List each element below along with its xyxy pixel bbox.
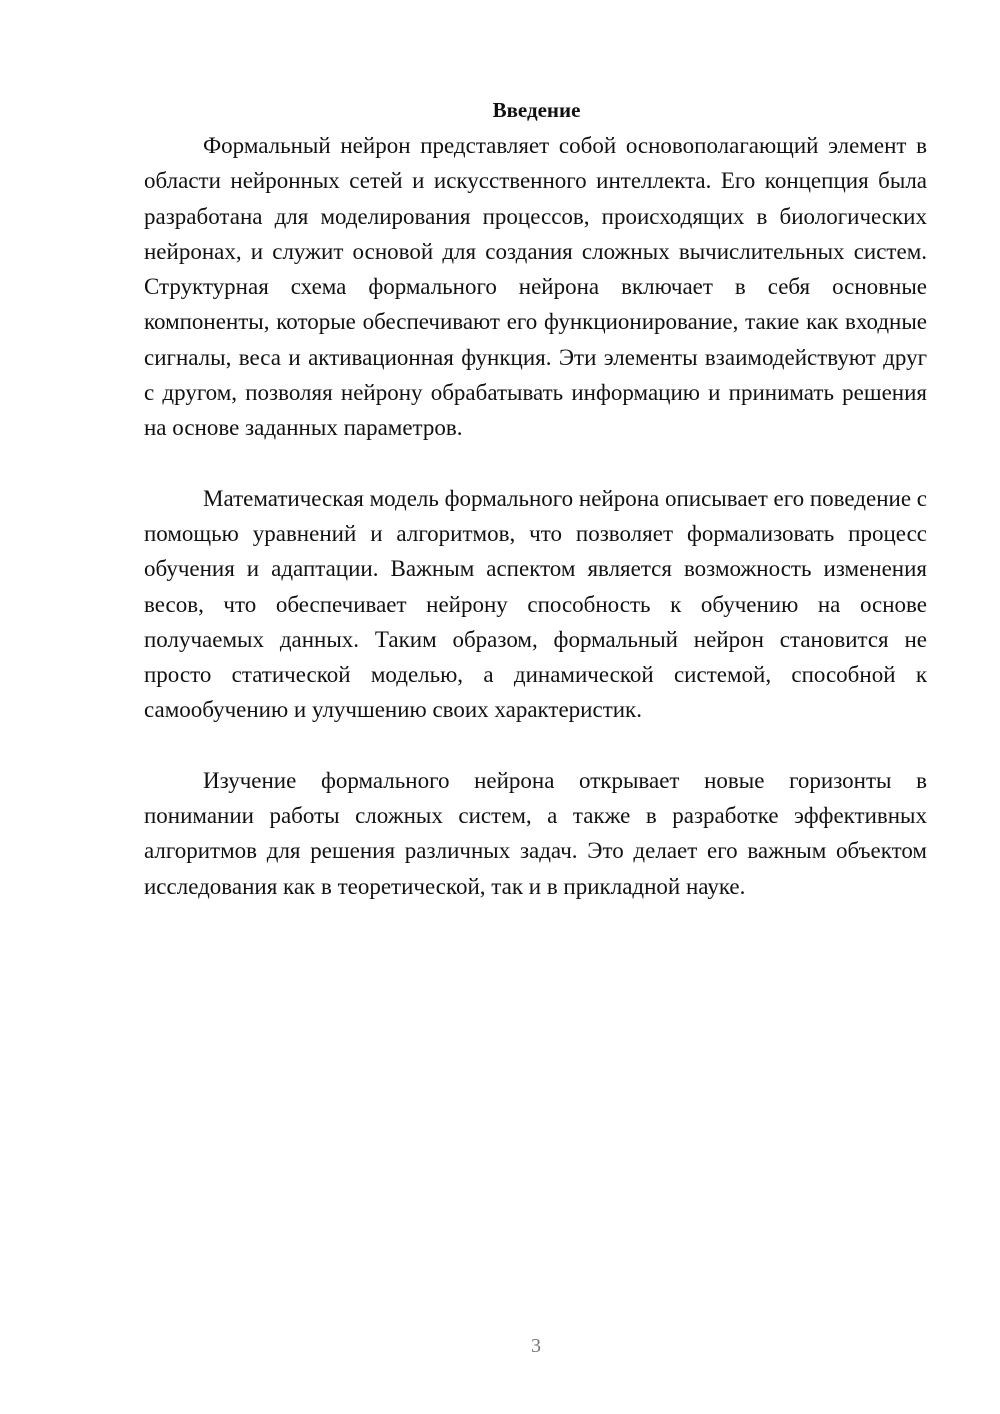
paragraph-3: Изучение формального нейрона открывает новые горизонты в понимании работы сложных систем, а также в разработке эффективных алгоритмов для решения различных задач. Это делает его важным объектом исследования как в теоретической, так и в прикладной науке.: [144, 767, 927, 899]
page-content: [144, 93, 927, 904]
page-number: 3: [531, 1335, 541, 1357]
section-heading: Введение: [492, 98, 581, 122]
paragraph-2: Математическая модель формального нейрона описывает его поведение с помощью уравнений и алгоритмов, что позволяет формализовать процесс обучения и адаптации. Важным аспектом является возможность изменения весов, что обеспечивает нейрону способность к обучению на основе получаемых данных. Таким образом, формальный нейрон становится не просто статической моделью, а динамической системой, способной к самообучению и улучшению своих характеристик.: [144, 485, 927, 723]
paragraph-1: Формальный нейрон представляет собой основополагающий элемент в области нейронных сетей и искусственного интеллекта. Его концепция была разработана для моделирования процессов, происходящих в биологических нейронах, и служит основой для создания сложных вычислительных систем. Структурная схема формального нейрона включает в себя основные компоненты, которые обеспечивают его функционирование, такие как входные сигналы, веса и активационная функция. Эти элементы взаимодействуют друг с другом, позволяя нейрону обрабатывать информацию и принимать решения на основе заданных параметров.: [144, 133, 927, 441]
